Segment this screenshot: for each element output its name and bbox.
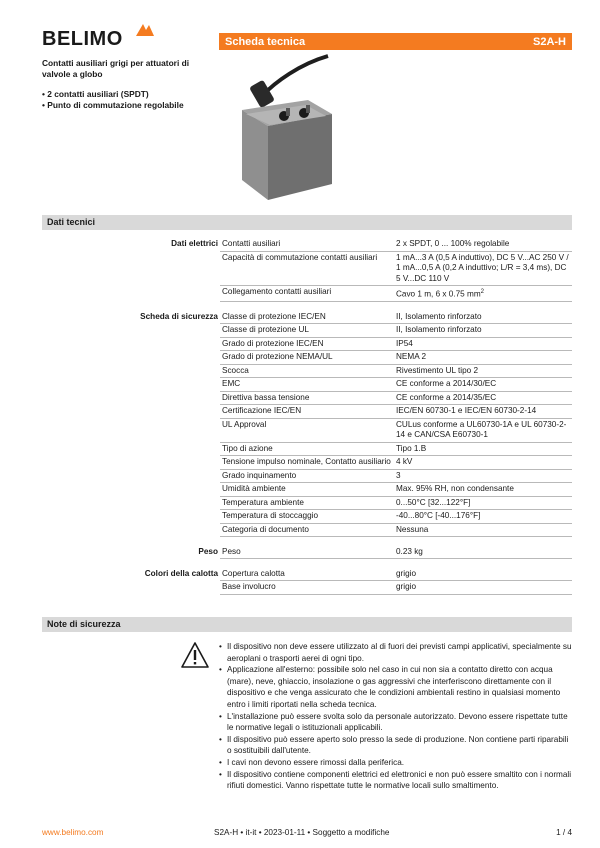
header-bar: [219, 33, 572, 50]
list-item: • L'installazione può essere svolta solo da personale autorizzato. Devono essere rispettate tutte le normative legali o istituzionali applicabili.: [219, 711, 572, 734]
table-row: UL Approval CULus conforme a UL60730-1A e UL 60730-2-14 e CAN/CSA E60730-1: [42, 418, 572, 442]
feature-item: • 2 contatti ausiliari (SPDT): [42, 89, 149, 99]
tech-data-table: [42, 238, 572, 595]
list-item: • Applicazione all'esterno: possibile solo nel caso in cui non sia a contatto diretto con acqua (mare), neve, ghiaccio, insolazione o gas aggressivi che interferiscono direttamente con il dispositivo e che venga assicurato che le condizioni ambientali restino in qualsiasi momento entro i limiti riportati nella scheda tecnica.: [219, 664, 572, 710]
table-row: Scocca Rivestimento UL tipo 2: [42, 364, 572, 378]
group-label: Dati elettrici: [171, 239, 218, 248]
table-row: Dati elettrici Contatti ausiliari 2 x SPDT, 0 ... 100% regolabile: [42, 238, 572, 251]
footer-info: S2A-H • it-it • 2023-01-11 • Soggetto a modifiche: [214, 828, 390, 837]
group-label: Colori della calotta: [144, 568, 218, 578]
product-subtitle: Contatti ausiliari grigi per attuatori di valvole a globo: [42, 58, 190, 79]
table-row: EMC CE conforme a 2014/30/EC: [42, 378, 572, 392]
list-item: • Il dispositivo contiene componenti elettrici ed elettronici e non può essere smaltito con i normali rifiuti domestici. Vanno rispettate tutte le normative locali sullo smaltimento.: [219, 769, 572, 792]
table-row: Grado di protezione NEMA/UL NEMA 2: [42, 351, 572, 365]
table-row: Peso Peso 0.23 kg: [42, 546, 572, 559]
product-image: [220, 52, 350, 212]
list-item: • Il dispositivo non deve essere utilizzato al di fuori dei previsti campi applicativi, specialmente su aeroplani o trasporti aerei di ogni tipo.: [219, 641, 572, 664]
table-row: Temperatura di stoccaggio -40...80°C [-40...176°F]: [42, 510, 572, 524]
table-row: Temperatura ambiente 0...50°C [32...122°F]: [42, 496, 572, 510]
table-row: Grado di protezione IEC/EN IP54: [42, 337, 572, 351]
table-row: Scheda di sicurezza Classe di protezione IEC/EN II, Isolamento rinforzato: [42, 311, 572, 324]
table-row: Categoria di documento Nessuna: [42, 523, 572, 537]
table-row: Colori della calotta Copertura calotta grigio: [42, 568, 572, 581]
doc-type: Scheda tecnica: [225, 35, 306, 48]
safety-list: [219, 641, 572, 792]
warning-triangle-icon: [180, 641, 210, 669]
table-row: Classe di protezione UL II, Isolamento rinforzato: [42, 324, 572, 338]
list-item: • I cavi non devono essere rimossi dalla periferica.: [219, 757, 572, 769]
table-row: Collegamento contatti ausiliari Cavo 1 m, 6 x 0.75 $mm^2$: [42, 286, 572, 302]
table-row: Certificazione IEC/EN IEC/EN 60730-1 e IEC/EN 60730-2-14: [42, 405, 572, 419]
table-row: Direttiva bassa tensione CE conforme a 2014/35/EC: [42, 391, 572, 405]
table-row: Tensione impulso nominale, Contatto ausiliario 4 kV: [42, 456, 572, 470]
table-row: Capacità di commutazione contatti ausiliari 1 mA...3 A (0,5 A induttivo), DC 5 V...AC 250 V / 1 mA...0,5 A (0,2 A induttivo; L/R = 3,4 ms), DC 5 V...DC 110 V: [42, 251, 572, 286]
group-label: Scheda di sicurezza: [140, 311, 218, 321]
feature-item: • Punto di commutazione regolabile: [42, 100, 184, 110]
table-row: Base involucro grigio: [42, 581, 572, 595]
safety-header: Note di sicurezza: [42, 617, 572, 632]
tech-data-header: Dati tecnici: [42, 215, 572, 230]
intro: [42, 58, 217, 111]
table-row: Grado inquinamento 3: [42, 469, 572, 483]
footer: [42, 828, 572, 837]
list-item: • Il dispositivo può essere aperto solo presso la sede di produzione. Non contiene parti riparabili o sostituibili dall'utente.: [219, 734, 572, 757]
brand-name: BELIMO: [42, 27, 123, 50]
footer-link[interactable]: www.belimo.com: [42, 828, 104, 837]
logo-flame-icon: [133, 22, 157, 38]
belimo-logo: [42, 28, 123, 50]
table-row: Tipo di azione Tipo 1.B: [42, 442, 572, 456]
feature-list: [42, 89, 217, 111]
table-row: Umidità ambiente Max. 95% RH, non condensante: [42, 483, 572, 497]
page-number: 1 / 4: [556, 828, 572, 837]
model-code: S2A-H: [532, 35, 566, 48]
group-label: Peso: [198, 546, 218, 556]
